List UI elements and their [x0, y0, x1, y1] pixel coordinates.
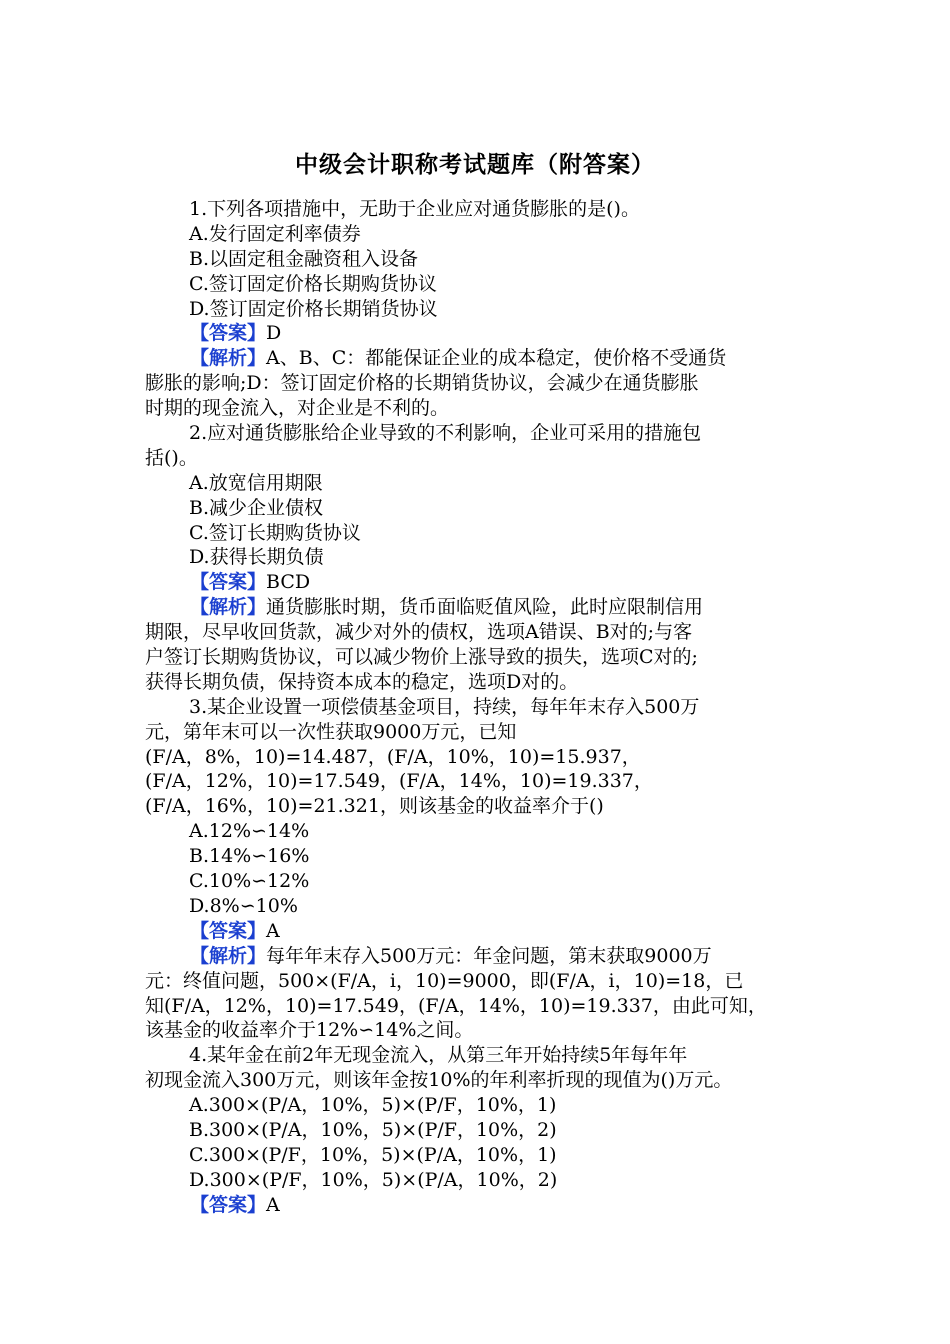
q2-option-c: C.签订长期购货协议 [189, 521, 361, 544]
q3-option-d: D.8%∽10% [189, 894, 298, 917]
q3-option-b: B.14%∽16% [189, 845, 310, 868]
q2-analysis-cont: 期限，尽早收回货款，减少对外的债权，选项A错误、B对的;与客 [145, 621, 693, 644]
q1-analysis-line [145, 346, 825, 371]
answer-tag: 【答案】 [190, 571, 267, 594]
document-title: 中级会计职称考试题库（附答案） [295, 152, 655, 178]
q1-answer: D [266, 322, 282, 345]
q3-analysis-cont: 元：终值问题，500×(F/A，i，10)=9000，即(F/A，i，10)=18，已 [145, 969, 744, 992]
q4-option-b: B.300×(P/A，10%，5)×(P/F，10%，2) [189, 1118, 557, 1141]
q3-answer-line [145, 919, 825, 944]
q2-analysis-text: 通货膨胀时期，货币面临贬值风险，此时应限制信用 [266, 596, 704, 619]
q3-analysis-text: 每年年末存入500万元：年金问题，第末获取9000万 [266, 944, 712, 967]
q1-option-d: D.签订固定价格长期销货协议 [189, 297, 438, 320]
q2-analysis-line [145, 595, 825, 620]
q1-option-c: C.签订固定价格长期购货协议 [189, 272, 437, 295]
q2-stem: 2.应对通货膨胀给企业导致的不利影响，企业可采用的措施包 [189, 422, 702, 445]
q1-stem: 1.下列各项措施中，无助于企业应对通货膨胀的是()。 [189, 198, 640, 220]
analysis-tag: 【解析】 [190, 944, 267, 967]
q2-answer-line [145, 570, 825, 595]
q3-stem-cont: (F/A，16%，10)=21.321，则该基金的收益率介于() [145, 795, 604, 818]
q1-analysis-text: A、B、C：都能保证企业的成本稳定，使价格不受通货 [266, 347, 727, 370]
analysis-tag: 【解析】 [190, 596, 267, 619]
q2-analysis-cont: 获得长期负债，保持资本成本的稳定，选项D对的。 [145, 670, 579, 693]
document-body [145, 197, 825, 1218]
q3-option-c: C.10%∽12% [189, 870, 310, 893]
answer-tag: 【答案】 [190, 1193, 267, 1216]
q1-option-a: A.发行固定利率债券 [189, 222, 361, 245]
q3-stem-cont: 元，第年末可以一次性获取9000万元，已知 [145, 720, 517, 743]
q3-analysis-line [145, 944, 825, 969]
q4-option-d: D.300×(P/F，10%，5)×(P/A，10%，2) [189, 1168, 558, 1191]
q2-option-b: B.减少企业债权 [189, 496, 324, 519]
q3-analysis-cont: 知(F/A，12%，10)=17.549，(F/A，14%，10)=19.337，由此可知， [145, 994, 767, 1017]
q4-answer-line [145, 1193, 825, 1218]
q3-stem-cont: (F/A，8%，10)=14.487，(F/A，10%，10)=15.937， [145, 745, 641, 768]
answer-tag: 【答案】 [190, 919, 267, 942]
analysis-tag: 【解析】 [190, 347, 267, 370]
q2-stem-cont: 括()。 [145, 446, 198, 469]
q3-option-a: A.12%∽14% [189, 820, 310, 843]
q2-option-d: D.获得长期负债 [189, 546, 324, 569]
q1-analysis-cont: 时期的现金流入，对企业是不利的。 [145, 397, 450, 420]
q3-stem-cont: (F/A，12%，10)=17.549，(F/A，14%，10)=19.337， [145, 770, 653, 793]
q4-stem: 4.某年金在前2年无现金流入，从第三年开始持续5年每年年 [189, 1044, 688, 1067]
q2-analysis-cont: 户签订长期购货协议，可以减少物价上涨导致的损失，选项C对的; [145, 646, 698, 669]
q3-stem: 3.某企业设置一项偿债基金项目，持续，每年年末存入500万 [189, 695, 700, 718]
q2-answer: BCD [266, 571, 311, 594]
q1-option-b: B.以固定租金融资租入设备 [189, 247, 419, 270]
answer-tag: 【答案】 [190, 322, 267, 345]
q4-option-a: A.300×(P/A，10%，5)×(P/F，10%，1) [189, 1094, 557, 1117]
q1-analysis-cont: 膨胀的影响;D：签订固定价格的长期销货协议，会减少在通货膨胀 [145, 372, 699, 395]
q4-answer: A [266, 1193, 280, 1216]
q3-analysis-cont: 该基金的收益率介于12%∽14%之间。 [145, 1019, 474, 1042]
q4-stem-cont: 初现金流入300万元，则该年金按10%的年利率折现的现值为()万元。 [145, 1069, 733, 1092]
q4-option-c: C.300×(P/F，10%，5)×(P/A，10%，1) [189, 1143, 557, 1166]
q2-option-a: A.放宽信用期限 [189, 471, 323, 494]
q3-answer: A [266, 919, 280, 942]
q1-answer-line [145, 321, 825, 346]
